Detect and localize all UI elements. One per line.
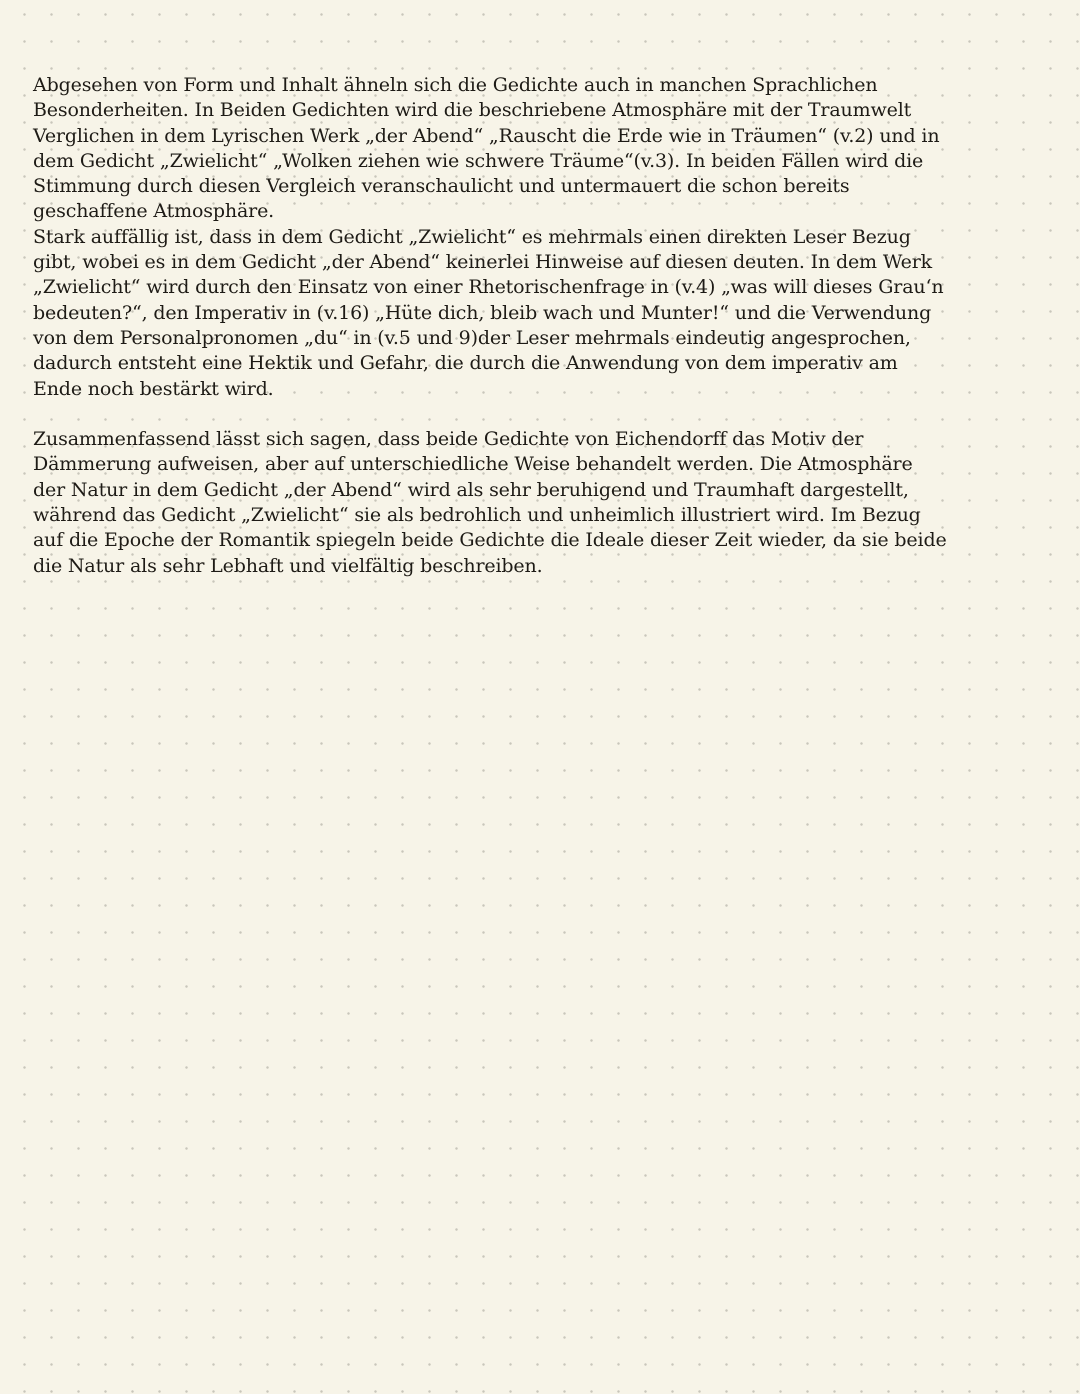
text-line: auf die Epoche der Romantik spiegeln beide Gedichte die Ideale dieser Zeit wieder, da sie beide <box>33 529 947 552</box>
text-line: „Zwielicht“ wird durch den Einsatz von einer Rhetorischenfrage in (v.4) „was will dieses Grau‘n <box>33 276 944 299</box>
paragraph-leserbezug <box>33 225 1053 402</box>
text-line: während das Gedicht „Zwielicht“ sie als bedrohlich und unheimlich illustriert wird. Im Bezug <box>33 504 921 527</box>
text-line: Stimmung durch diesen Vergleich veranschaulicht und untermauert die schon bereits <box>33 175 850 198</box>
text-line: Stark auffällig ist, dass in dem Gedicht „Zwielicht“ es mehrmals einen direkten Leser Bezug <box>33 225 911 248</box>
paragraph-sprachliche-besonderheiten <box>33 73 1053 225</box>
text-line: Abgesehen von Form und Inhalt ähneln sich die Gedichte auch in manchen Sprachlichen <box>33 74 878 96</box>
text-line: Verglichen in dem Lyrischen Werk „der Abend“ „Rauscht die Erde wie in Träumen“ (v.2) und in <box>33 124 940 147</box>
text-line: geschaffene Atmosphäre. <box>33 200 275 223</box>
text-line: gibt, wobei es in dem Gedicht „der Abend“ keinerlei Hinweise auf diesen deuten. In dem Werk <box>33 251 933 274</box>
paragraph-zusammenfassung <box>33 427 1053 579</box>
text-line: Besonderheiten. In Beiden Gedichten wird die beschriebene Atmosphäre mit der Traumwelt <box>33 99 912 122</box>
document-body <box>33 73 1053 579</box>
paragraph-gap <box>33 402 1053 427</box>
text-line: Ende noch bestärkt wird. <box>33 377 274 400</box>
text-line: der Natur in dem Gedicht „der Abend“ wird als sehr beruhigend und Traumhaft dargestellt, <box>33 478 909 501</box>
text-line: Zusammenfassend lässt sich sagen, dass beide Gedichte von Eichendorff das Motiv der <box>33 428 864 451</box>
text-line: die Natur als sehr Lebhaft und vielfältig beschreiben. <box>33 554 543 577</box>
text-line: dadurch entsteht eine Hektik und Gefahr, die durch die Anwendung von dem imperativ am <box>33 352 898 375</box>
text-line: bedeuten?“, den Imperativ in (v.16) „Hüte dich, bleib wach und Munter!“ und die Verwendung <box>33 301 932 324</box>
text-line: Dämmerung aufweisen, aber auf unterschiedliche Weise behandelt werden. Die Atmosphäre <box>33 453 913 476</box>
text-line: dem Gedicht „Zwielicht“ „Wolken ziehen wie schwere Träume“(v.3). In beiden Fällen wird die <box>33 149 924 172</box>
text-line: von dem Personalpronomen „du“ in (v.5 und 9)der Leser mehrmals eindeutig angesprochen, <box>33 326 911 349</box>
